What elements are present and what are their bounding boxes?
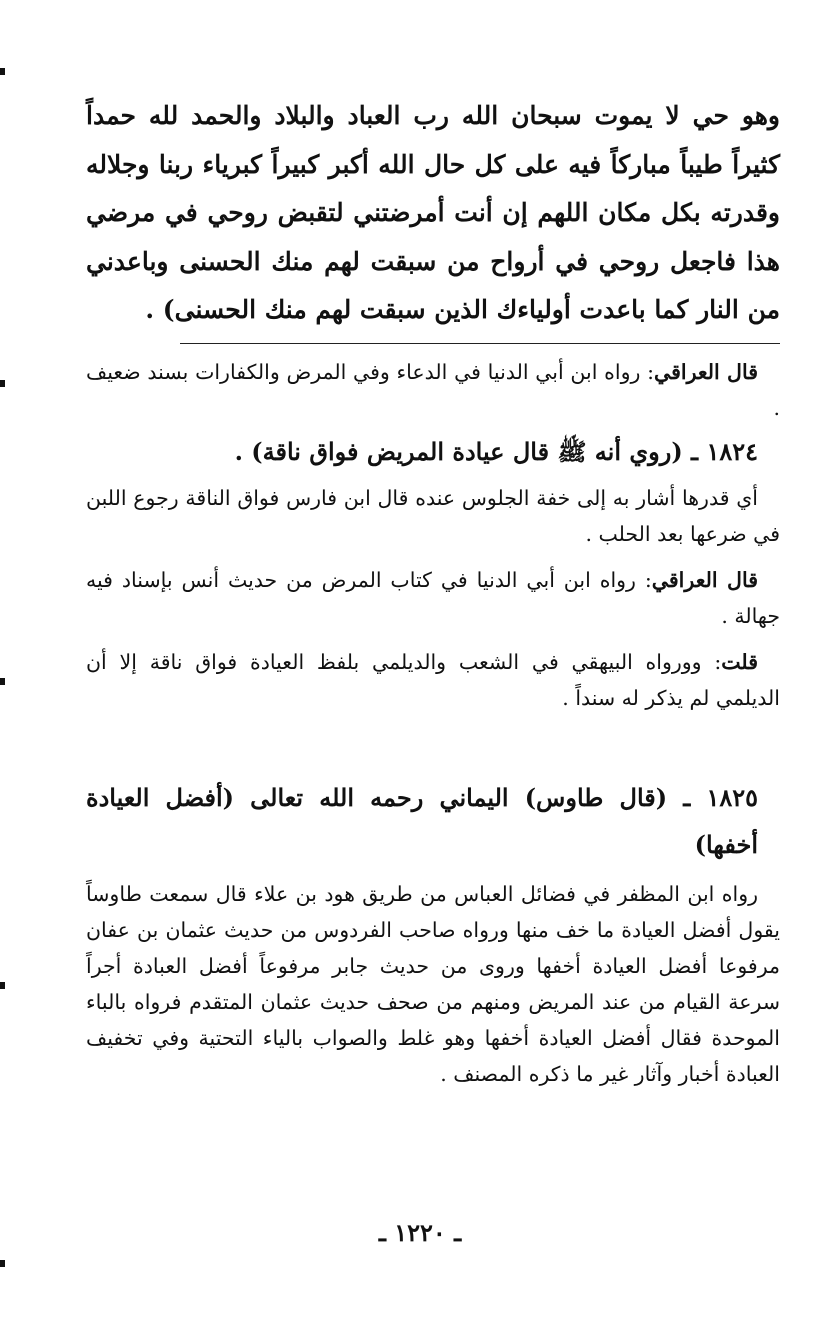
scan-edge-mark bbox=[0, 1260, 5, 1267]
scan-edge-mark bbox=[0, 678, 5, 685]
explanation-1824: أي قدرها أشار به إلى خفة الجلوس عنده قال ابن فارس فواق الناقة رجوع اللبن في ضرعها بعد الحلب . bbox=[86, 485, 780, 546]
note-label: قال العراقي bbox=[651, 567, 758, 592]
iraqi-note-2 bbox=[86, 562, 780, 634]
note-text: : وورواه البيهقي في الشعب والديلمي بلفظ العيادة فواق ناقة إلا أن الديلمي لم يذكر له سنداً . bbox=[86, 649, 780, 710]
explanation-1825: رواه ابن المظفر في فضائل العباس من طريق هود بن علاء قال سمعت طاوساً يقول أفضل العيادة ما خف منها ورواه صاحب الفردوس من حديث عثمان بن عفان مرفوعا أفضل العيادة أخفها وروى من حديث جابر مرفوعاً أفضل العبادة أجراً سرعة القيام من عند المريض ومنهم من صحف حديث عثمان المتقدم فرواه بالباء الموحدة فقال أفضل العيادة أخفها وهو غلط والصواب بالياء التحتية وفي تخفيف العبادة أخبار وآثار غير ما ذكره المصنف . bbox=[86, 881, 780, 1086]
scan-edge-mark bbox=[0, 982, 5, 989]
book-page bbox=[86, 92, 780, 1092]
note-text: : رواه ابن أبي الدنيا في كتاب المرض من حديث أنس بإسناد فيه جهالة . bbox=[86, 567, 780, 628]
iraqi-note-1 bbox=[86, 354, 780, 426]
hadith-number: ١٨٢٤ ـ bbox=[691, 436, 758, 466]
note-label: قلت bbox=[721, 649, 758, 674]
hadith-1825 bbox=[86, 774, 758, 868]
intro-supplication: وهو حي لا يموت سبحان الله رب العباد والبلاد والحمد لله حمداً كثيراً طيباً مباركاً فيه على كل حال الله أكبر كبيراً كبرياء ربنا وجلاله وقدرته بكل مكان اللهم إن أنت أمرضتني لتقبض روحي في مرضي هذا فاجعل روحي في أرواح من سبقت لهم منك الحسنى وباعدني من النار كما باعدت أولياءك الذين سبقت لهم منك الحسنى) . bbox=[86, 101, 780, 324]
hadith-text: (قال طاوس) اليماني رحمه الله تعالى (أفضل العيادة أخفها) bbox=[86, 782, 758, 859]
author-note bbox=[86, 644, 780, 716]
scan-edge-mark bbox=[0, 380, 5, 387]
note-text: : رواه ابن أبي الدنيا في الدعاء وفي المرض والكفارات بسند ضعيف . bbox=[86, 359, 780, 420]
hadith-text: (روي أنه ﷺ قال عيادة المريض فواق ناقة) . bbox=[234, 436, 683, 466]
hadith-1824 bbox=[86, 432, 758, 472]
section-divider bbox=[180, 343, 780, 344]
note-label: قال العراقي bbox=[654, 359, 758, 384]
page-number: ـ ١٢٢٠ ـ bbox=[378, 1218, 462, 1247]
hadith-number: ١٨٢٥ ـ bbox=[683, 782, 758, 812]
scan-edge-mark bbox=[0, 68, 5, 75]
